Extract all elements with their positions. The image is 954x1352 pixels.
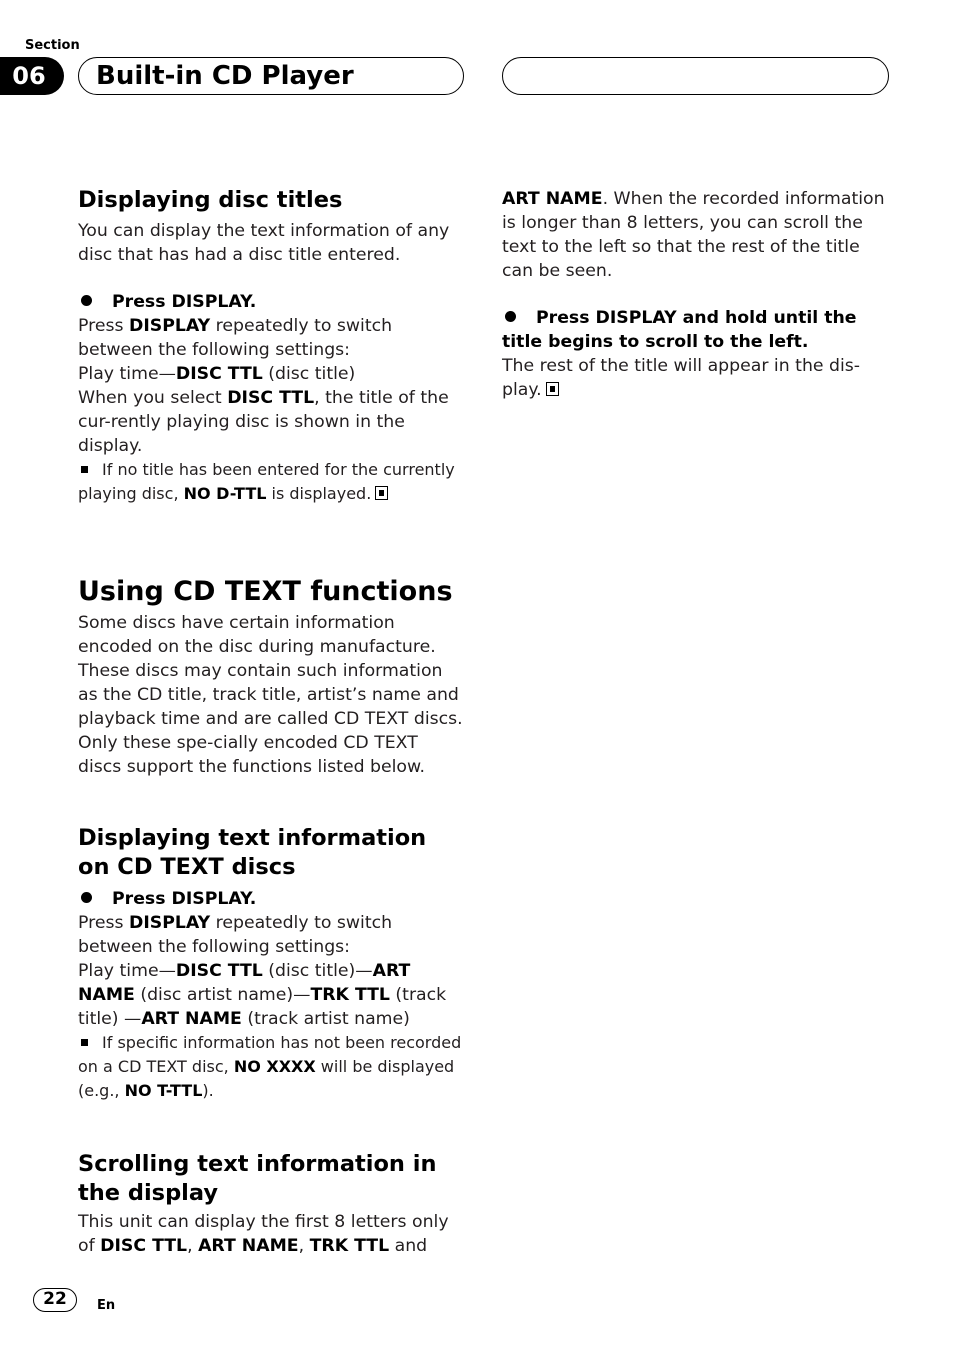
step-instruction [502,306,887,354]
page-number: 22 [33,1288,77,1312]
note-square-icon [81,466,88,473]
page-title: Built-in CD Player [96,61,354,91]
heading-using-cd-text-functions: Using CD TEXT functions [78,576,453,607]
left-column [78,186,463,1258]
end-mark-icon [375,486,388,500]
heading-displaying-text-information: Displaying text information on CD TEXT discs [78,825,427,880]
heading-scrolling-text-information: Scrolling text information in the display [78,1151,437,1206]
step-instruction [78,887,463,911]
paragraph: Press DISPLAY repeatedly to switch between the following settings: [78,316,393,360]
end-mark-icon [546,382,559,396]
paragraph: ART NAME. When the recorded information is longer than 8 letters, you can scroll the text to the left so that the rest of the title can be seen. [502,189,885,281]
step-text: Press DISPLAY. [112,889,257,909]
section-number-tab: 06 [0,57,64,95]
step-text: Press DISPLAY and hold until the title begins to scroll to the left. [502,308,857,352]
step-text: Press DISPLAY. [112,292,257,312]
note-square-icon [81,1039,88,1046]
heading-displaying-disc-titles: Displaying disc titles [78,187,343,213]
note: If specific information has not been recorded on a CD TEXT disc, NO XXXX will be displayed (e.g., NO T-TTL). [78,1033,462,1100]
paragraph: Press DISPLAY repeatedly to switch between the following settings: [78,913,393,957]
right-column [502,187,887,402]
language-label: En [97,1298,116,1313]
header-blank-frame [502,57,889,95]
bullet-icon [81,295,92,306]
section-label: Section [25,38,80,53]
bullet-icon [81,892,92,903]
bullet-icon [505,311,516,322]
paragraph: Play time—DISC TTL (disc title) [78,364,356,384]
paragraph: This unit can display the first 8 letters only of DISC TTL, ART NAME, TRK TTL and [78,1212,449,1256]
paragraph: You can display the text information of any disc that has had a disc title entered. [78,221,450,265]
note: If no title has been entered for the currently playing disc, NO D-TTL is displayed. [78,460,455,503]
paragraph: When you select DISC TTL, the title of the cur-rently playing disc is shown in the display. [78,388,449,456]
paragraph: The rest of the title will appear in the dis-play. [502,356,861,400]
step-instruction [78,290,463,314]
paragraph: Some discs have certain information encoded on the disc during manufacture. These discs may contain such information as the CD title, track title, artist’s name and playback time and are called CD TEXT discs. Only these spe-cially encoded CD TEXT discs support the functions listed below. [78,613,463,777]
paragraph: Play time—DISC TTL (disc title)—ART NAME (disc artist name)—TRK TTL (track title) —ART NAME (track artist name) [78,961,447,1029]
